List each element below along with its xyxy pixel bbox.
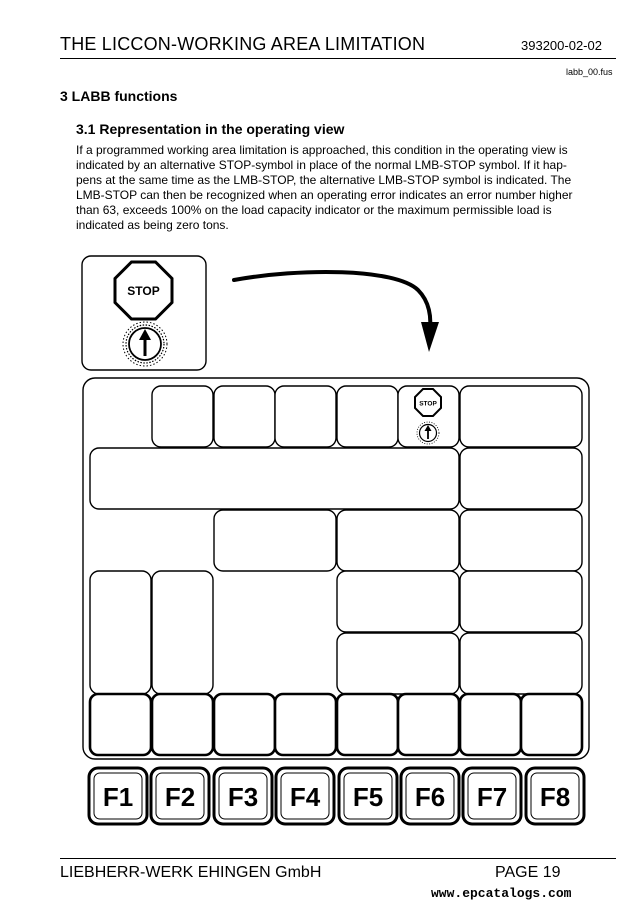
stop-label-small: STOP [419,400,437,408]
function-key-f1[interactable] [89,768,147,824]
display-field [460,571,582,632]
display-field [152,386,213,447]
body-line: LMB-STOP can then be recognized when an operating error indicates an error number higher [76,187,573,202]
function-key-label: F1 [102,782,134,812]
display-field [214,386,275,447]
subsection-title: 3.1 Representation in the operating view [76,121,345,137]
display-field [460,633,582,694]
stop-label-large: STOP [127,284,160,298]
function-key-label: F2 [164,782,196,812]
function-key-label: F3 [227,782,259,812]
display-field [337,386,398,447]
body-line: If a programmed working area limitation is approached, this condition in the operating view is [76,143,568,157]
footer-page-number: PAGE 19 [495,864,561,881]
watermark: www.epcatalogs.com [431,886,572,901]
function-key-f8[interactable] [526,768,584,824]
display-field [337,571,459,632]
footer-company: LIEBHERR-WERK EHINGEN GmbH [60,864,322,881]
display-field [337,633,459,694]
function-key-label: F5 [352,782,384,812]
softkey-field [521,694,582,755]
footer-rule [60,858,616,859]
display-field [214,510,336,571]
display-field-wide [90,448,459,509]
display-field [460,386,582,447]
display-field-tall [90,571,151,694]
softkey-field [460,694,521,755]
softkey-field [398,694,459,755]
function-key-f5[interactable] [339,768,397,824]
function-key-f7[interactable] [463,768,521,824]
softkey-field [152,694,213,755]
curved-arrow-icon [234,272,439,352]
page-header-title: THE LICCON-WORKING AREA LIMITATION [60,34,426,54]
function-key-label: F6 [414,782,446,812]
display-field-tall [152,571,213,694]
stop-symbol-callout [82,256,206,370]
function-key-f6[interactable] [401,768,459,824]
body-line: pens at the same time as the LMB-STOP, the alternative LMB-STOP symbol is indicated. The [76,172,572,187]
body-line: indicated as being zero tons. [76,217,229,232]
display-field [460,448,582,509]
body-line: than 63, exceeds 100% on the load capacity indicator or the maximum permissible load is [76,202,552,217]
document-number: 393200-02-02 [521,38,602,53]
softkey-field [90,694,151,755]
function-key-label: F4 [289,782,321,812]
function-key-f4[interactable] [276,768,334,824]
function-key-label: F7 [476,782,508,812]
file-reference: labb_00.fus [566,67,613,77]
function-key-label: F8 [539,782,571,812]
function-key-f2[interactable] [151,768,209,824]
display-field [337,510,459,571]
function-key-f3[interactable] [214,768,272,824]
display-field [275,386,336,447]
softkey-field [275,694,336,755]
body-line: indicated by an alternative STOP-symbol in place of the normal LMB-STOP symbol. If it hap- [76,157,567,172]
display-field [460,510,582,571]
softkey-field [214,694,275,755]
section-title: 3 LABB functions [60,88,178,104]
softkey-field [337,694,398,755]
